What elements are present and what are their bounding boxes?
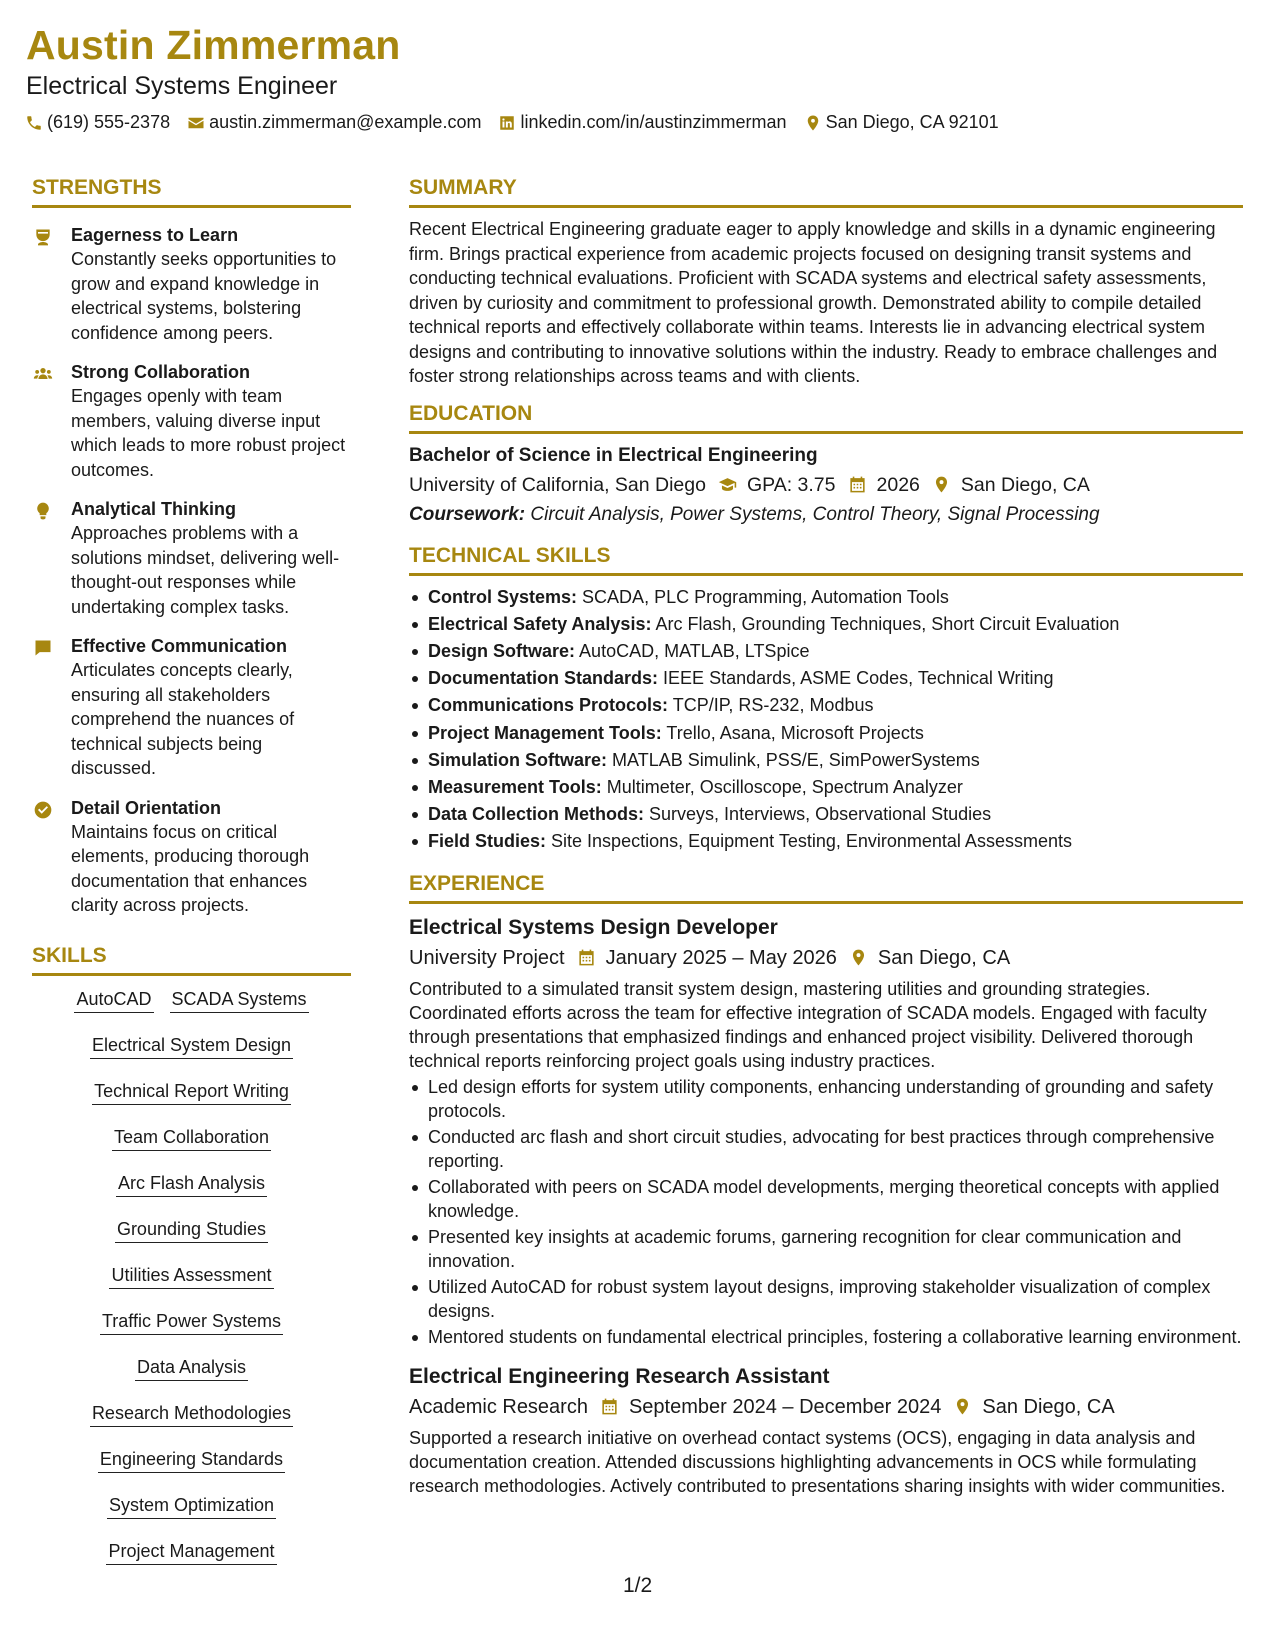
job-bullets xyxy=(409,1075,1243,1349)
tech-skill-item xyxy=(409,720,1243,747)
summary-text: Recent Electrical Engineering graduate eager to apply knowledge and skills in a dynamic engineering firm. Brings practical experience from academic projects focused on designing transit systems and conducting technical evaluations. Proficient with SCADA systems and electrical safety assessments, driven by curiosity and commitment to professional growth. Demonstrated ability to compile detailed technical reports and effectively collaborate within teams. Interests lie in advancing electrical system designs and contributing to innovative solutions within the industry. Ready to embrace challenges and foster strong relationships across teams and with clients. xyxy=(409,219,1218,386)
tech-skill-value: Multimeter, Oscilloscope, Spectrum Analyzer xyxy=(606,776,963,797)
grad-year: 2026 xyxy=(876,473,920,496)
strength-title: Strong Collaboration xyxy=(71,362,250,382)
skill-tag: Team Collaboration xyxy=(112,1126,271,1151)
tech-skill-value: IEEE Standards, ASME Codes, Technical Writing xyxy=(663,668,1054,689)
calendar-icon xyxy=(848,475,867,494)
skill-tag: Technical Report Writing xyxy=(92,1080,291,1105)
strength-desc: Constantly seeks opportunities to grow and expand knowledge in electrical systems, bolstering confidence among peers. xyxy=(71,249,337,343)
tech-skill-label: Control Systems: xyxy=(428,586,578,607)
strength-item xyxy=(32,635,351,781)
job-bullet: Conducted arc flash and short circuit studies, advocating for best practices through comprehensive reporting. xyxy=(409,1125,1243,1173)
strength-item xyxy=(32,224,351,345)
phone-text: (619) 555-2378 xyxy=(47,112,171,132)
technical-skills-list xyxy=(409,584,1243,856)
tech-skill-value: TCP/IP, RS-232, Modbus xyxy=(672,695,874,716)
skill-tag: Arc Flash Analysis xyxy=(116,1172,267,1197)
skill-tag: Data Analysis xyxy=(135,1356,248,1381)
skill-tag: Project Management xyxy=(106,1540,276,1565)
job-org: University Project xyxy=(409,946,565,969)
left-column xyxy=(32,176,351,1586)
location-text: San Diego, CA 92101 xyxy=(825,112,999,132)
strengths-heading: STRENGTHS xyxy=(32,176,351,208)
check-circle-icon xyxy=(33,800,53,820)
map-pin-icon xyxy=(804,114,822,132)
strength-desc: Engages openly with team members, valuing diverse input which leads to more robust project outcomes. xyxy=(71,386,346,480)
job-bullet: Utilized AutoCAD for robust system layout designs, improving stakeholder visualization of complex designs. xyxy=(409,1275,1243,1323)
tech-skill-value: Trello, Asana, Microsoft Projects xyxy=(666,722,924,743)
comment-icon xyxy=(33,638,53,658)
school-name: University of California, San Diego xyxy=(409,473,706,496)
strength-title: Effective Communication xyxy=(71,636,288,656)
candidate-title: Electrical Systems Engineer xyxy=(26,72,338,100)
strength-item xyxy=(32,361,351,482)
strength-title: Analytical Thinking xyxy=(71,499,237,519)
right-column xyxy=(409,176,1243,1498)
strength-desc: Approaches problems with a solutions mindset, delivering well-thought-out responses while undertaking complex tasks. xyxy=(71,523,340,617)
skill-tag: SCADA Systems xyxy=(170,988,309,1013)
degree-title: Bachelor of Science in Electrical Engineering xyxy=(409,444,818,466)
tech-skill-value: Arc Flash, Grounding Techniques, Short Circuit Evaluation xyxy=(655,613,1120,634)
contact-linkedin[interactable] xyxy=(498,112,786,133)
graduation-cap-icon xyxy=(33,227,53,247)
skills-heading: SKILLS xyxy=(32,944,351,976)
job-bullet: Collaborated with peers on SCADA model developments, merging theoretical concepts with applied knowledge. xyxy=(409,1175,1243,1223)
gpa-text: GPA: 3.75 xyxy=(746,473,836,496)
strength-desc: Articulates concepts clearly, ensuring all stakeholders comprehend the nuances of technical subjects being discussed. xyxy=(71,660,295,778)
tech-skill-label: Documentation Standards: xyxy=(428,668,659,689)
tech-skill-label: Measurement Tools: xyxy=(428,776,602,797)
candidate-name: Austin Zimmerman xyxy=(26,22,401,68)
education-meta xyxy=(409,472,1243,498)
skill-tag: AutoCAD xyxy=(74,988,153,1013)
strength-item xyxy=(32,797,351,918)
tech-skill-label: Design Software: xyxy=(428,640,576,661)
strength-desc: Maintains focus on critical elements, producing thorough documentation that enhances clarity across projects. xyxy=(71,821,310,915)
graduation-cap-icon xyxy=(718,475,737,494)
job-entry xyxy=(409,1363,1243,1498)
job-title: Electrical Systems Design Developer xyxy=(409,915,778,939)
skill-tag: Grounding Studies xyxy=(115,1218,268,1243)
linkedin-icon xyxy=(498,114,516,132)
users-icon xyxy=(33,364,53,384)
skill-tag: Traffic Power Systems xyxy=(100,1310,283,1335)
job-org: Academic Research xyxy=(409,1395,588,1418)
tech-skill-label: Communications Protocols: xyxy=(428,695,669,716)
tech-skill-label: Electrical Safety Analysis: xyxy=(428,613,652,634)
job-meta xyxy=(409,1394,1243,1420)
lightbulb-icon xyxy=(33,501,53,521)
contact-phone xyxy=(25,112,170,133)
envelope-icon xyxy=(187,114,205,132)
skill-tag: Research Methodologies xyxy=(90,1402,293,1427)
strength-title: Detail Orientation xyxy=(71,797,222,818)
map-pin-icon xyxy=(849,948,868,967)
linkedin-link[interactable]: linkedin.com/in/austinzimmerman xyxy=(520,112,787,132)
strength-item xyxy=(32,498,351,619)
experience-heading: EXPERIENCE xyxy=(409,872,1243,904)
contact-bar xyxy=(25,112,1016,133)
tech-skill-item xyxy=(409,584,1243,611)
job-description: Supported a research initiative on overhead contact systems (OCS), engaging in data analysis and documentation creation. Attended discussions highlighting advancements in OCS while formulating research methodologies. Actively contributed to presentations sharing insights with wider communities. xyxy=(409,1427,1226,1496)
coursework-label: Coursework: xyxy=(409,503,526,525)
map-pin-icon xyxy=(953,1397,972,1416)
job-dates: September 2024 – December 2024 xyxy=(628,1395,942,1418)
tech-skill-item xyxy=(409,774,1243,801)
phone-icon xyxy=(25,114,43,132)
tech-skill-value: SCADA, PLC Programming, Automation Tools xyxy=(582,586,949,607)
tech-skill-label: Data Collection Methods: xyxy=(428,804,645,825)
job-bullet: Presented key insights at academic forums, garnering recognition for clear communication and innovation. xyxy=(409,1225,1243,1273)
tech-skill-item xyxy=(409,828,1243,855)
tech-skill-item xyxy=(409,801,1243,828)
job-location: San Diego, CA xyxy=(877,946,1011,969)
skill-tag: Utilities Assessment xyxy=(109,1264,273,1289)
calendar-icon xyxy=(600,1397,619,1416)
coursework xyxy=(409,502,1243,528)
calendar-icon xyxy=(577,948,596,967)
tech-skill-value: AutoCAD, MATLAB, LTSpice xyxy=(579,640,810,661)
email-link[interactable]: austin.zimmerman@example.com xyxy=(209,112,482,132)
tech-skill-value: Surveys, Interviews, Observational Studies xyxy=(649,804,992,825)
page-number: 1/2 xyxy=(623,1574,653,1597)
tech-skill-item xyxy=(409,747,1243,774)
school-location: San Diego, CA xyxy=(960,473,1090,496)
job-description: Contributed to a simulated transit system design, mastering utilities and grounding strategies. Coordinated efforts across the team for effective integration of SCADA models. Engaged with faculty through presentations that emphasized findings and enhanced project visibility. Delivered thorough technical reports reinforcing project goals using industry practices. xyxy=(409,978,1207,1071)
job-meta xyxy=(409,945,1243,971)
tech-skill-item xyxy=(409,692,1243,719)
tech-skill-value: MATLAB Simulink, PSS/E, SimPowerSystems xyxy=(612,749,980,770)
skills-list xyxy=(32,976,351,1586)
tech-skill-label: Project Management Tools: xyxy=(428,722,662,743)
contact-email[interactable] xyxy=(187,112,481,133)
job-bullet: Led design efforts for system utility components, enhancing understanding of grounding and safety protocols. xyxy=(409,1075,1243,1123)
map-pin-icon xyxy=(932,475,951,494)
skill-tag: Engineering Standards xyxy=(98,1448,285,1473)
technical-skills-heading: TECHNICAL SKILLS xyxy=(409,544,1243,576)
job-title: Electrical Engineering Research Assistant xyxy=(409,1364,830,1388)
tech-skill-value: Site Inspections, Equipment Testing, Environmental Assessments xyxy=(551,831,1072,852)
skill-tag: System Optimization xyxy=(107,1494,276,1519)
job-location: San Diego, CA xyxy=(982,1395,1115,1418)
tech-skill-item xyxy=(409,665,1243,692)
tech-skill-label: Simulation Software: xyxy=(428,749,608,770)
education-heading: EDUCATION xyxy=(409,402,1243,434)
summary-heading: SUMMARY xyxy=(409,176,1243,208)
coursework-list: Circuit Analysis, Power Systems, Control Theory, Signal Processing xyxy=(530,503,1100,525)
strength-title: Eagerness to Learn xyxy=(71,225,239,245)
tech-skill-item xyxy=(409,611,1243,638)
job-dates: January 2025 – May 2026 xyxy=(605,946,837,969)
job-bullet: Mentored students on fundamental electrical principles, fostering a collaborative learning environment. xyxy=(409,1325,1243,1349)
skill-tag: Electrical System Design xyxy=(90,1034,293,1059)
tech-skill-item xyxy=(409,638,1243,665)
job-entry xyxy=(409,914,1243,1349)
contact-location xyxy=(804,112,999,133)
tech-skill-label: Field Studies: xyxy=(428,831,547,852)
